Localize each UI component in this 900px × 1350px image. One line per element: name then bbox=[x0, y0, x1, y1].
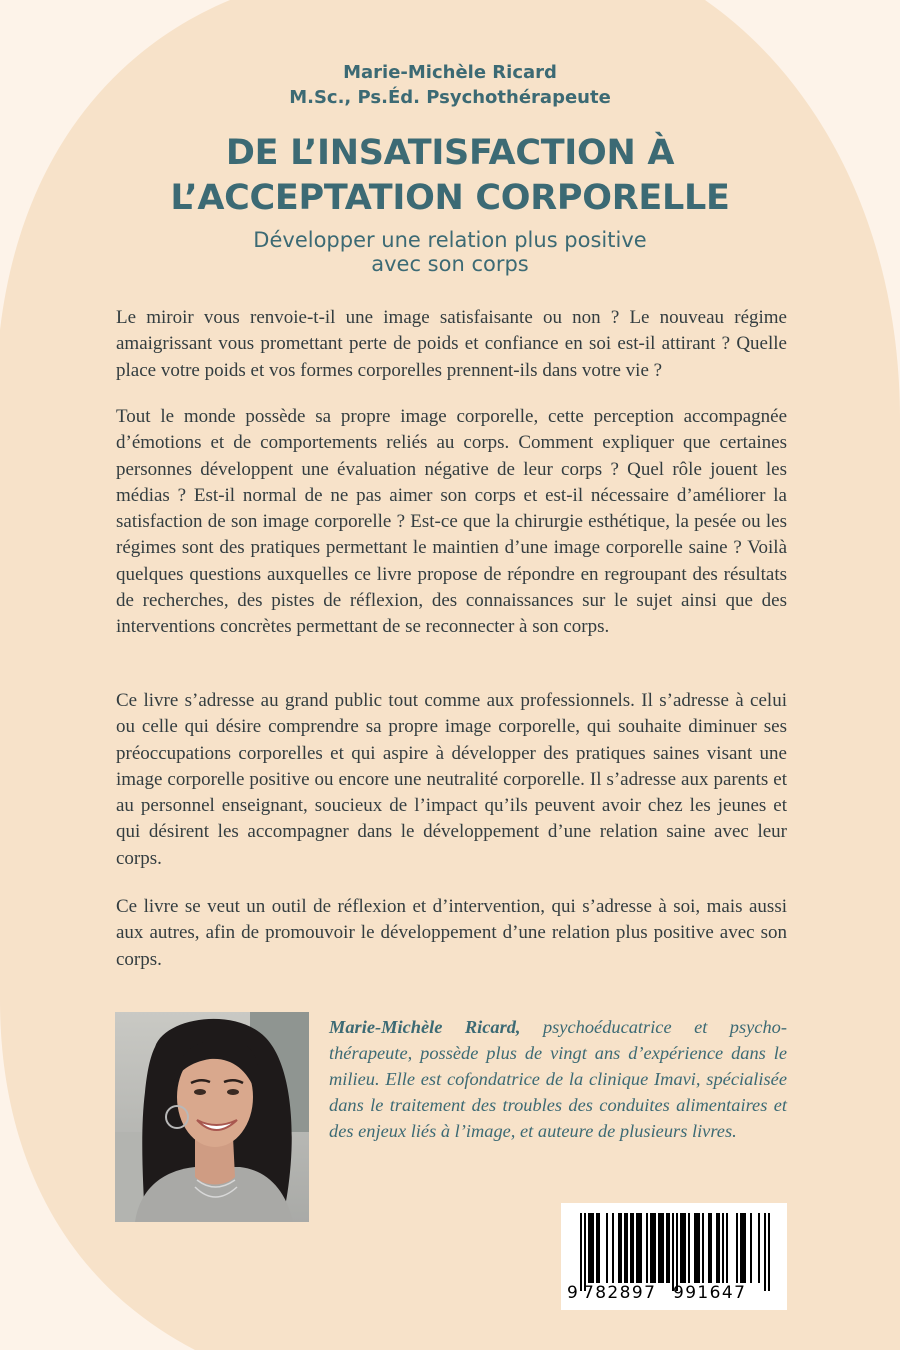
blurb-paragraph-4 bbox=[116, 894, 787, 973]
isbn-digit-first: 9 bbox=[567, 1283, 578, 1303]
barcode-bar bbox=[640, 1213, 642, 1283]
author-credentials: M.Sc., Ps.Éd. Psychothérapeute bbox=[289, 87, 611, 108]
barcode-bar bbox=[718, 1213, 720, 1283]
barcode-bar bbox=[666, 1213, 668, 1283]
barcode-bar bbox=[750, 1213, 752, 1283]
barcode-bar bbox=[612, 1213, 614, 1283]
blurb-paragraph-1 bbox=[116, 305, 787, 384]
blurb-paragraph-3 bbox=[116, 688, 787, 872]
author-name: Marie-Michèle Ricard bbox=[343, 62, 557, 83]
paragraph-text: Le miroir vous renvoie-t-il une image satisfaisante ou non ? Le nouveau régime amaigrissant vous promettant perte de poids et confiance en soi est-il attirant ? Quelle place votre poids et vos formes corporelles prennent-ils dans votre vie ? bbox=[116, 307, 787, 381]
barcode-bar bbox=[694, 1213, 696, 1283]
barcode-bar bbox=[710, 1213, 712, 1283]
barcode-bar bbox=[588, 1213, 590, 1283]
barcode-bar bbox=[758, 1213, 760, 1283]
barcode-bar bbox=[592, 1213, 594, 1283]
barcode-bar bbox=[630, 1213, 632, 1283]
barcode-bar bbox=[662, 1213, 664, 1283]
barcode-bar bbox=[668, 1213, 670, 1283]
barcode-bar bbox=[672, 1213, 674, 1291]
barcode-bar bbox=[744, 1213, 746, 1283]
barcode-bar bbox=[584, 1213, 586, 1291]
book-title-line-1: DE L’INSATISFACTION À bbox=[225, 133, 675, 173]
blurb-paragraph-2 bbox=[116, 404, 787, 641]
isbn-digits-group-2: 991647 bbox=[673, 1283, 747, 1303]
barcode-bar bbox=[618, 1213, 620, 1283]
barcode-bar bbox=[590, 1213, 592, 1283]
barcode-bar bbox=[726, 1213, 728, 1283]
barcode-bar bbox=[742, 1213, 744, 1283]
barcode-bar bbox=[658, 1213, 660, 1283]
book-title-line-2: L’ACCEPTATION CORPORELLE bbox=[170, 178, 730, 218]
barcode-bar bbox=[598, 1213, 600, 1283]
author-portrait-illustration bbox=[115, 1012, 309, 1222]
barcode-bar bbox=[722, 1213, 724, 1283]
barcode-bar bbox=[624, 1213, 626, 1283]
barcode-bar bbox=[606, 1213, 608, 1283]
barcode-bar bbox=[626, 1213, 628, 1283]
barcode-bar bbox=[596, 1213, 598, 1283]
subtitle-line-2: avec son corps bbox=[371, 252, 529, 276]
barcode-bar bbox=[708, 1213, 710, 1283]
barcode-bar bbox=[680, 1213, 682, 1283]
barcode-bar bbox=[638, 1213, 640, 1283]
barcode-bar bbox=[740, 1213, 742, 1283]
barcode-bar bbox=[652, 1213, 654, 1283]
bio-author-name: Marie-Michèle Ricard, bbox=[329, 1017, 521, 1037]
barcode-bar bbox=[702, 1213, 704, 1283]
paragraph-text: Ce livre se veut un outil de réflexion et d’intervention, qui s’adresse à soi, mais aussi aux autres, afin de promouvoir le développement d’une relation plus positive avec son corps. bbox=[116, 896, 787, 970]
barcode-bar bbox=[646, 1213, 648, 1283]
barcode-bar bbox=[580, 1213, 582, 1291]
barcode-bar bbox=[636, 1213, 638, 1283]
author-bio bbox=[329, 1014, 787, 1144]
author-photo bbox=[115, 1012, 309, 1222]
barcode-bar bbox=[650, 1213, 652, 1283]
barcode-bar bbox=[684, 1213, 686, 1283]
barcode-bar bbox=[676, 1213, 678, 1291]
barcode-bar bbox=[620, 1213, 622, 1283]
barcode-bar bbox=[632, 1213, 634, 1283]
subtitle-line-1: Développer une relation plus positive bbox=[253, 228, 647, 252]
paragraph-text: Ce livre s’adresse au grand public tout comme aux professionnels. Il s’adresse à celui ou celle qui désire comprendre sa propre image corporelle, qui souhaite diminuer ses préoccupations corporelles et qui aspire à développer des pratiques saines visant une image corporelle positive ou encore une neutralité corporelle. Il s’adresse aux parents et au personnel enseignant, soucieux de l’impact qu’ils peuvent avoir chez les jeunes et qui désirent les accompagner dans le développement d’une relation saine avec leur corps. bbox=[116, 690, 787, 869]
bio-text: psychoéducatrice et psychothérapeute, possède plus de vingt ans d’expérience dans le milieu. Elle est cofondatrice de la clinique Imavi, spécialisée dans le traitement des troubles des conduites alimentaires et des enjeux liés à l’image, et auteure de plusieurs livres. bbox=[329, 1017, 787, 1141]
barcode-bar bbox=[716, 1213, 718, 1283]
barcode-bar bbox=[764, 1213, 766, 1291]
barcode-bar bbox=[654, 1213, 656, 1283]
isbn-digits-group-1: 782897 bbox=[583, 1283, 657, 1303]
barcode-bar bbox=[768, 1213, 770, 1291]
barcode-bar bbox=[698, 1213, 700, 1283]
paragraph-text: Tout le monde possède sa propre image corporelle, cette perception accompagnée d’émotions et de comportements reliés au corps. Comment expliquer que certaines personnes développent une évaluation négative de leur corps ? Quel rôle jouent les médias ? Est-il normal de ne pas aimer son corps et est-il nécessaire d’améliorer la satisfaction de son image corporelle ? Est-ce que la chirurgie esthétique, la pesée ou les régimes sont des pratiques permettant le maintien d’une image corporelle saine ? Voilà quelques questions auxquelles ce livre propose de répondre en regroupant des résultats de recherches, des pistes de réflexion, des connaissances sur le sujet ainsi que des interventions concrètes permettant de se reconnecter à son corps. bbox=[116, 406, 787, 638]
barcode-bar bbox=[736, 1213, 738, 1283]
barcode-bar bbox=[682, 1213, 684, 1283]
barcode-bar bbox=[688, 1213, 690, 1283]
barcode-bar bbox=[696, 1213, 698, 1283]
barcode-bar bbox=[660, 1213, 662, 1283]
